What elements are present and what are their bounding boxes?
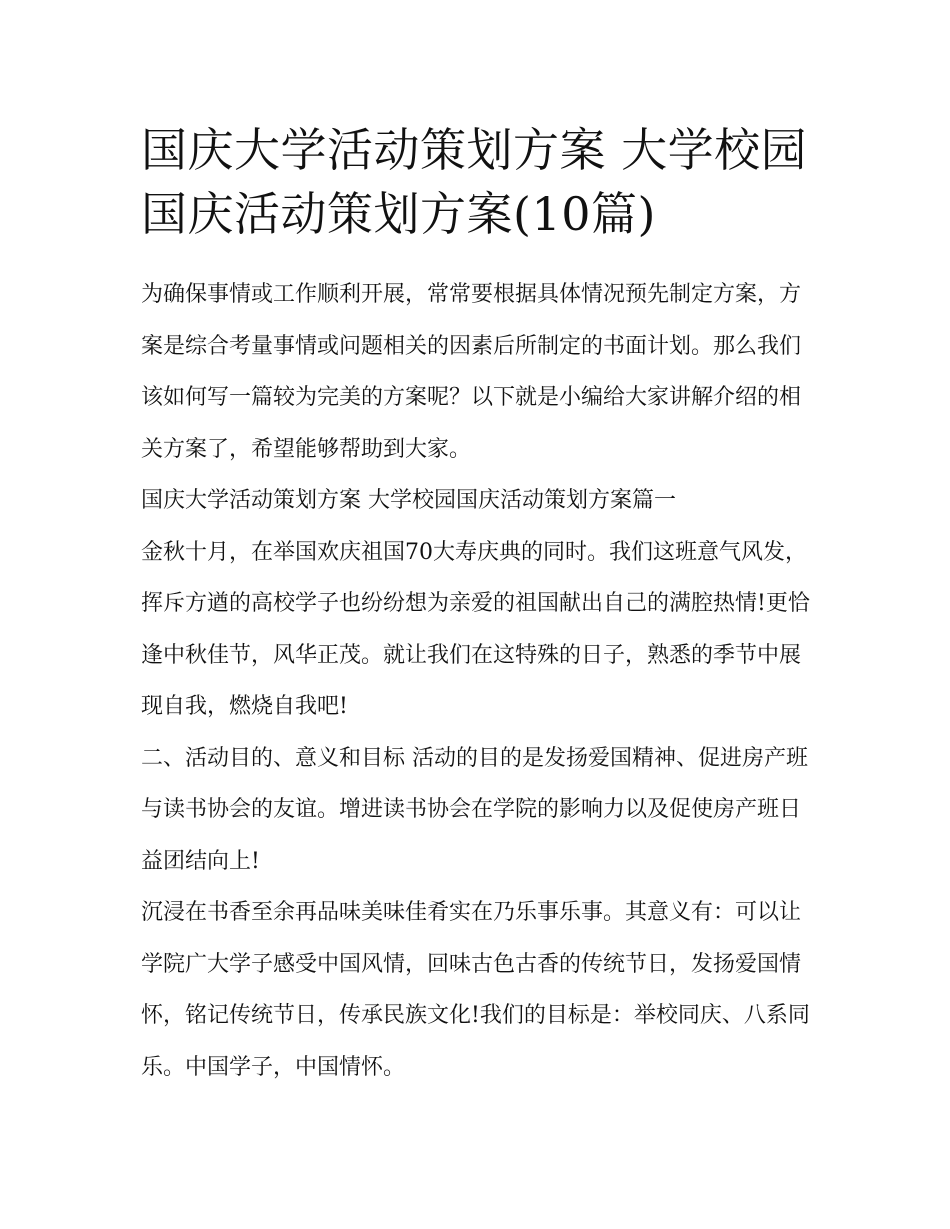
- document-body: [141, 269, 821, 1093]
- document-title: 国庆大学活动策划方案 大学校园国庆活动策划方案(10篇): [141, 123, 808, 241]
- body-paragraph: 沉浸在书香至余再品味美味佳肴实在乃乐事乐事。其意义有：可以让学院广大学子感受中国风情，回味古色古香的传统节日，发扬爱国情怀，铭记传统节日，传承民族文化!我们的目标是：举校同庆、八系同乐。中国学子，中国情怀。: [141, 900, 810, 1080]
- section-heading: 国庆大学活动策划方案 大学校园国庆活动策划方案篇一: [141, 488, 676, 513]
- body-paragraph: 金秋十月，在举国欢庆祖国70大寿庆典的同时。我们这班意气风发，挥斥方遒的高校学子也纷纷想为亲爱的祖国献出自己的满腔热情!更恰逢中秋佳节，风华正茂。就让我们在这特殊的日子，熟悉的季节中展现自我，燃烧自我吧!: [141, 539, 810, 719]
- intro-paragraph: 为确保事情或工作顺利开展，常常要根据具体情况预先制定方案，方案是综合考量事情或问题相关的因素后所制定的书面计划。那么我们该如何写一篇较为完美的方案呢？以下就是小编给大家讲解介绍的相关方案了，希望能够帮助到大家。: [141, 282, 802, 462]
- body-paragraph: 二、活动目的、意义和目标 活动的目的是发扬爱国精神、促进房产班与读书协会的友谊。增进读书协会在学院的影响力以及促使房产班日益团结向上!: [141, 745, 808, 874]
- document-page: [141, 118, 821, 1093]
